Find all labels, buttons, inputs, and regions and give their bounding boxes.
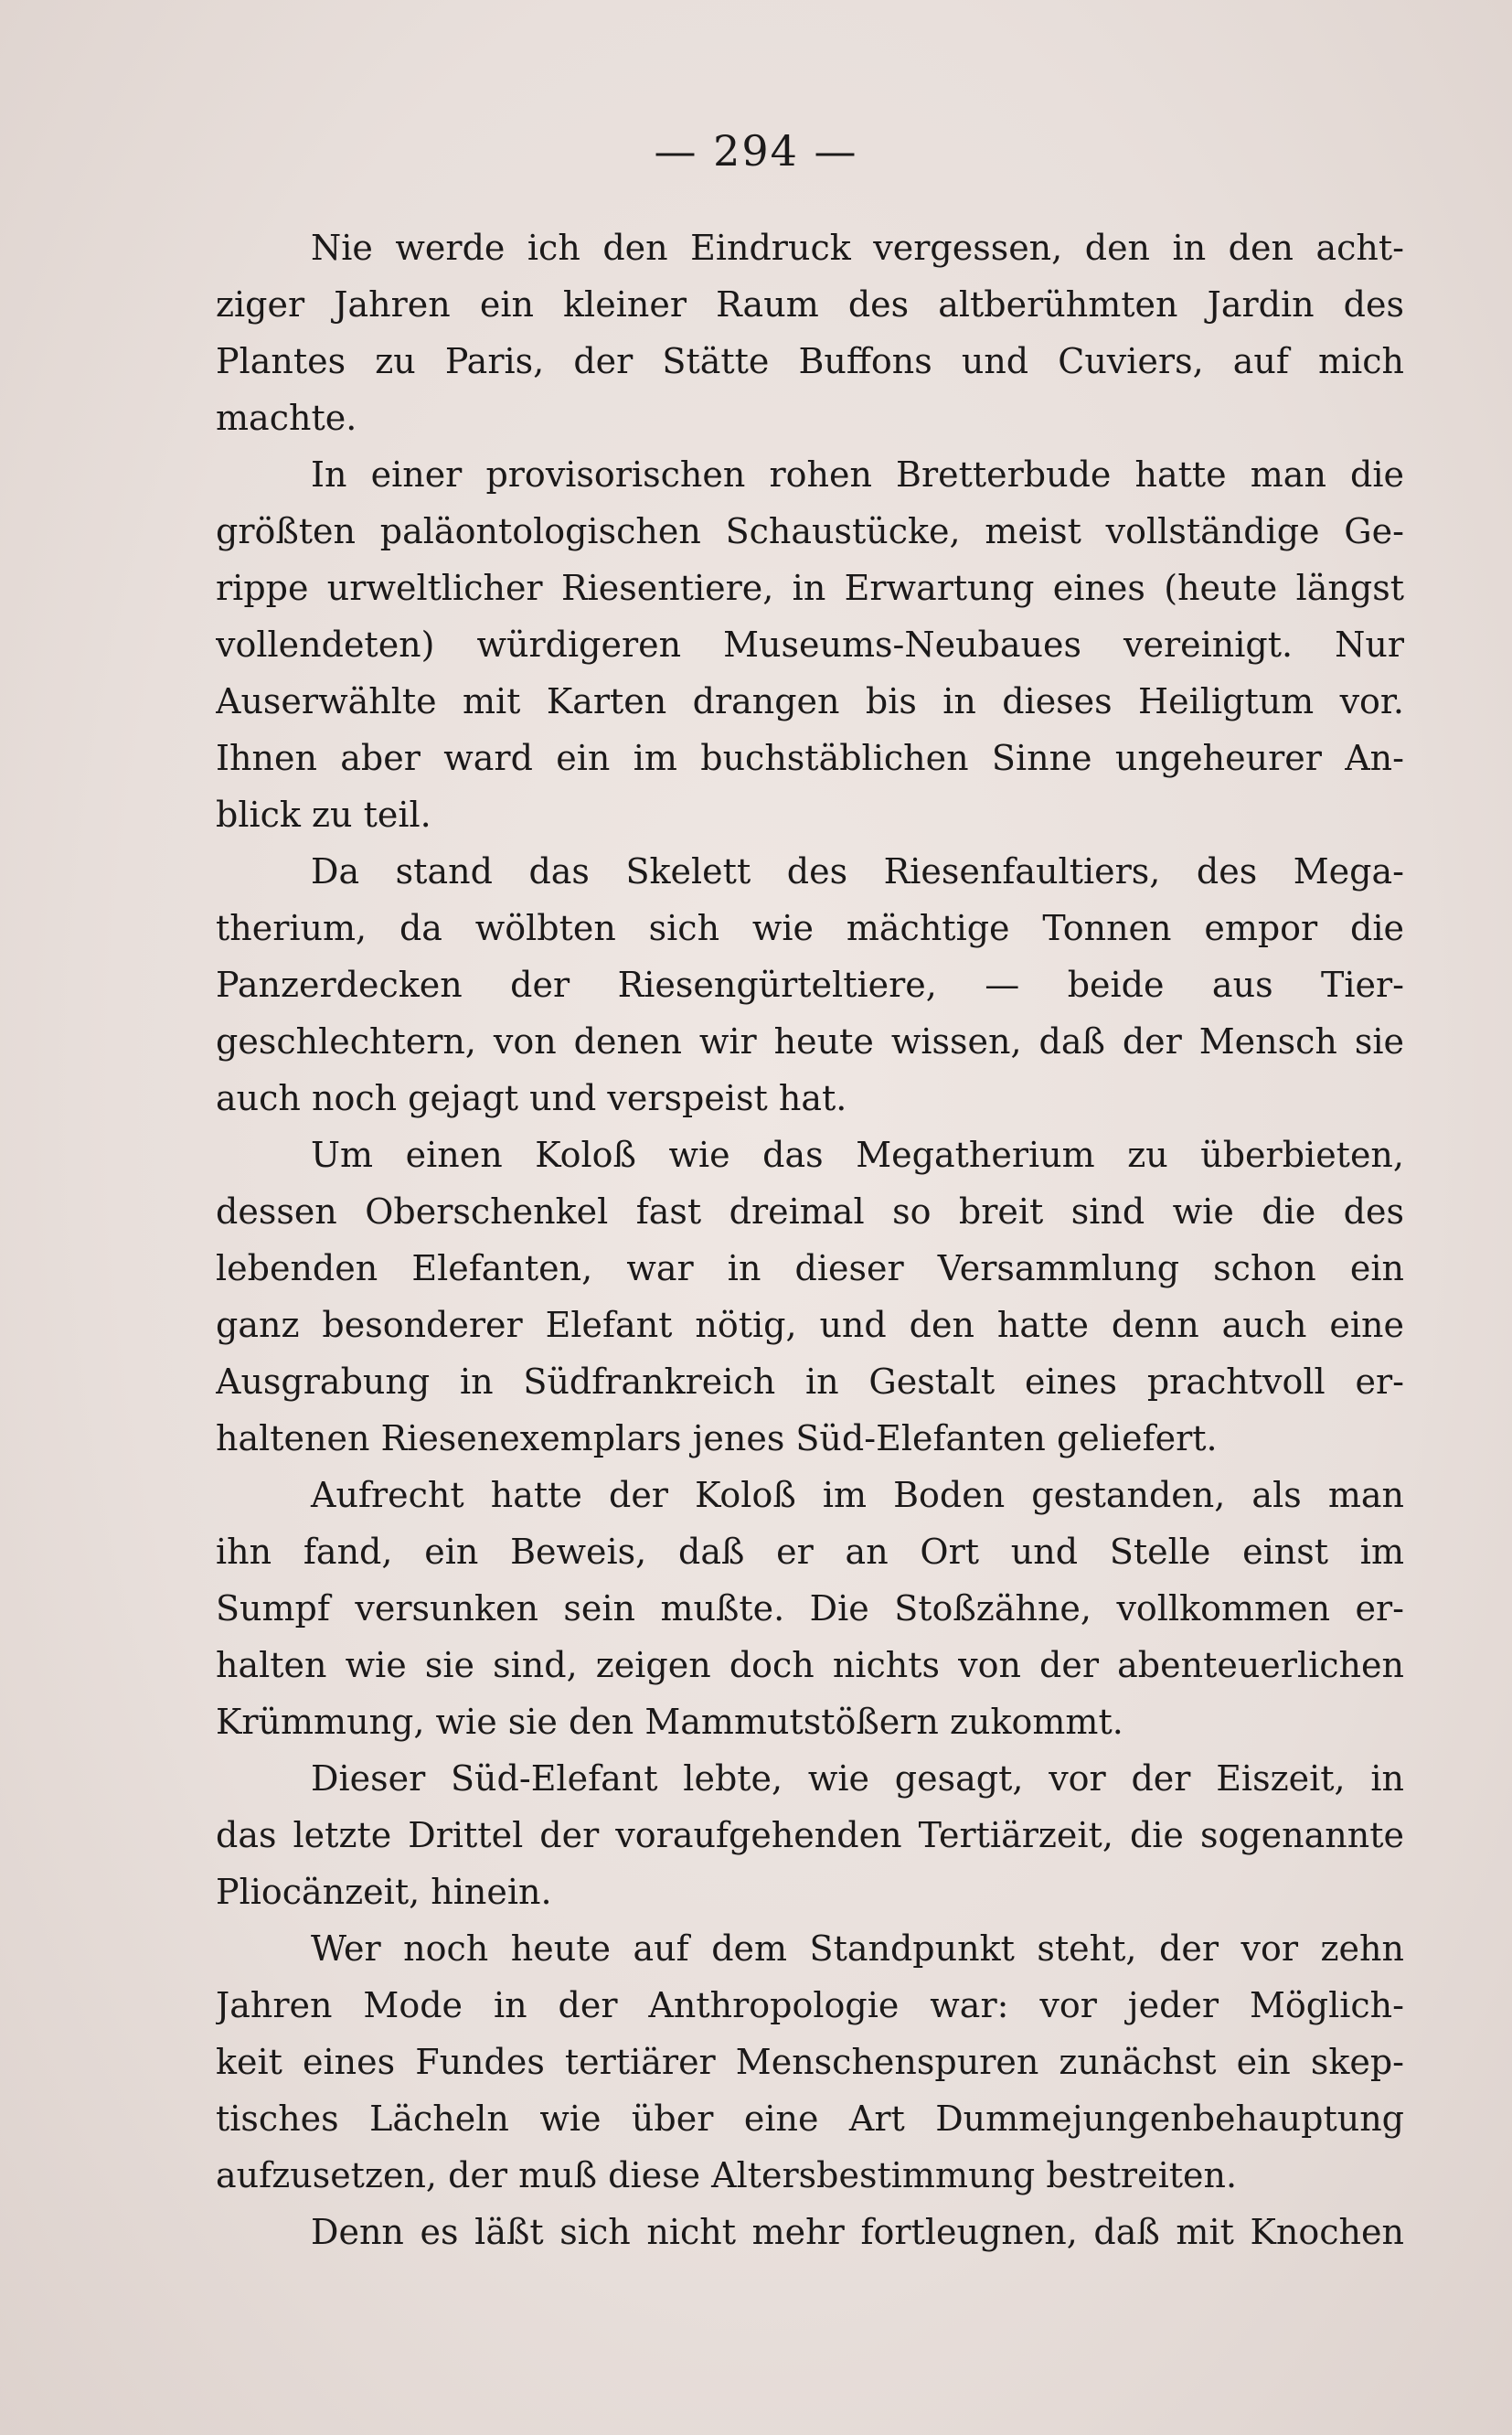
text-line: Ihnen aber ward ein im buchstäblichen Sinne ungeheurer An-: [216, 738, 1404, 778]
text-line: ganz besonderer Elefant nötig, und den hatte denn auch eine: [216, 1305, 1404, 1345]
paragraph: [216, 446, 1404, 843]
text-line: Dieser Süd-Elefant lebte, wie gesagt, vor der Eiszeit, in: [311, 1758, 1404, 1799]
paragraph: [216, 1920, 1404, 2204]
text-line: haltenen Riesenexemplars jenes Süd-Elefanten geliefert.: [216, 1418, 1218, 1458]
text-line: Sumpf versunken sein mußte. Die Stoßzähne, vollkommen er-: [216, 1588, 1404, 1629]
paragraph: [216, 843, 1404, 1127]
body-text: [216, 219, 1404, 2260]
text-line: geschlechtern, von denen wir heute wissen, daß der Mensch sie: [216, 1021, 1404, 1062]
text-line: Nie werde ich den Eindruck vergessen, den in den acht-: [311, 228, 1404, 268]
text-line: Denn es läßt sich nicht mehr fortleugnen, daß mit Knochen: [311, 2212, 1404, 2252]
text-line: halten wie sie sind, zeigen doch nichts von der abenteuerlichen: [216, 1645, 1404, 1685]
text-line: ihn fand, ein Beweis, daß er an Ort und Stelle einst im: [216, 1532, 1404, 1572]
text-line: das letzte Drittel der voraufgehenden Tertiärzeit, die sogenannte: [216, 1815, 1404, 1855]
text-line: therium, da wölbten sich wie mächtige Tonnen empor die: [216, 908, 1404, 948]
text-line: dessen Oberschenkel fast dreimal so breit sind wie die des: [216, 1191, 1404, 1232]
text-line: Da stand das Skelett des Riesenfaultiers, des Mega-: [311, 851, 1404, 892]
text-line: Krümmung, wie sie den Mammutstößern zukommt.: [216, 1702, 1123, 1742]
text-line: In einer provisorischen rohen Bretterbude hatte man die: [311, 454, 1404, 495]
paragraph: [216, 1750, 1404, 1920]
paragraph: [216, 219, 1404, 446]
paragraph: [216, 1127, 1404, 1467]
page-number: — 294 —: [654, 126, 858, 176]
text-line: machte.: [216, 398, 357, 438]
text-line: tisches Lächeln wie über eine Art Dummejungenbehauptung: [216, 2099, 1404, 2139]
text-line: Jahren Mode in der Anthropologie war: vor jeder Möglich-: [216, 1985, 1404, 2025]
text-line: auch noch gejagt und verspeist hat.: [216, 1078, 847, 1118]
text-line: Pliocänzeit, hinein.: [216, 1872, 552, 1912]
text-line: rippe urweltlicher Riesentiere, in Erwartung eines (heute längst: [216, 568, 1404, 608]
text-line: Plantes zu Paris, der Stätte Buffons und Cuviers, auf mich: [216, 341, 1404, 381]
text-line: vollendeten) würdigeren Museums-Neubaues vereinigt. Nur: [216, 625, 1404, 665]
text-line: ziger Jahren ein kleiner Raum des altberühmten Jardin des: [216, 284, 1404, 325]
text-line: aufzusetzen, der muß diese Altersbestimmung bestreiten.: [216, 2155, 1238, 2195]
text-line: Auserwählte mit Karten drangen bis in dieses Heiligtum vor.: [216, 681, 1404, 721]
text-line: Um einen Koloß wie das Megatherium zu überbieten,: [311, 1135, 1404, 1175]
text-line: keit eines Fundes tertiärer Menschenspuren zunächst ein skep-: [216, 2042, 1404, 2082]
paragraph: [216, 1467, 1404, 1750]
text-line: lebenden Elefanten, war in dieser Versammlung schon ein: [216, 1248, 1404, 1288]
text-line: Ausgrabung in Südfrankreich in Gestalt eines prachtvoll er-: [216, 1362, 1404, 1402]
text-line: Aufrecht hatte der Koloß im Boden gestanden, als man: [311, 1475, 1404, 1515]
paragraph: [216, 2204, 1404, 2260]
text-line: Wer noch heute auf dem Standpunkt steht, der vor zehn: [311, 1928, 1404, 1969]
text-line: blick zu teil.: [216, 795, 431, 835]
text-line: Panzerdecken der Riesengürteltiere, — beide aus Tier-: [216, 965, 1404, 1005]
text-line: größten paläontologischen Schaustücke, meist vollständige Ge-: [216, 511, 1404, 551]
